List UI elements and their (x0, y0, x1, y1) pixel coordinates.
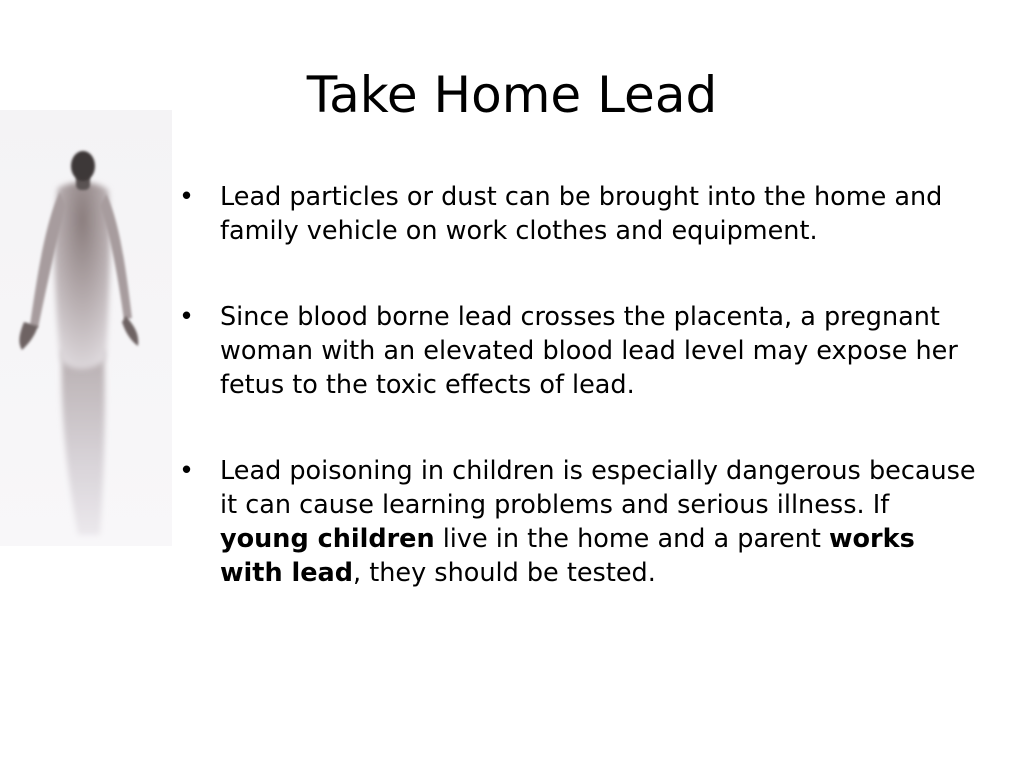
human-silhouette-image (0, 110, 172, 546)
bullet-item-3 (179, 454, 979, 590)
emphasis-works-with-lead: works with lead (220, 524, 915, 588)
bullet-text-3-part3: , they should be tested. (353, 558, 656, 588)
bullet-marker: • (179, 302, 195, 332)
bullet-text-3 (220, 456, 976, 588)
bullet-text-3-part1: Lead poisoning in children is especially dangerous because it can cause learning problems and serious illness. If (220, 456, 976, 520)
bullet-text-3-part2: live in the home and a parent (434, 524, 829, 554)
bullet-list (179, 180, 979, 642)
bullet-marker: • (179, 456, 195, 486)
emphasis-young-children: young children (220, 524, 435, 554)
bullet-item-1 (179, 180, 979, 248)
human-silhouette-icon (0, 110, 172, 546)
bullet-text-2: Since blood borne lead crosses the placenta, a pregnant woman with an elevated blood lead level may expose her fetus to the toxic effects of lead. (220, 302, 958, 400)
bullet-item-2 (179, 300, 979, 402)
bullet-marker: • (179, 182, 195, 212)
bullet-text-1: Lead particles or dust can be brought into the home and family vehicle on work clothes and equipment. (220, 182, 943, 246)
slide-title: Take Home Lead (306, 66, 718, 124)
